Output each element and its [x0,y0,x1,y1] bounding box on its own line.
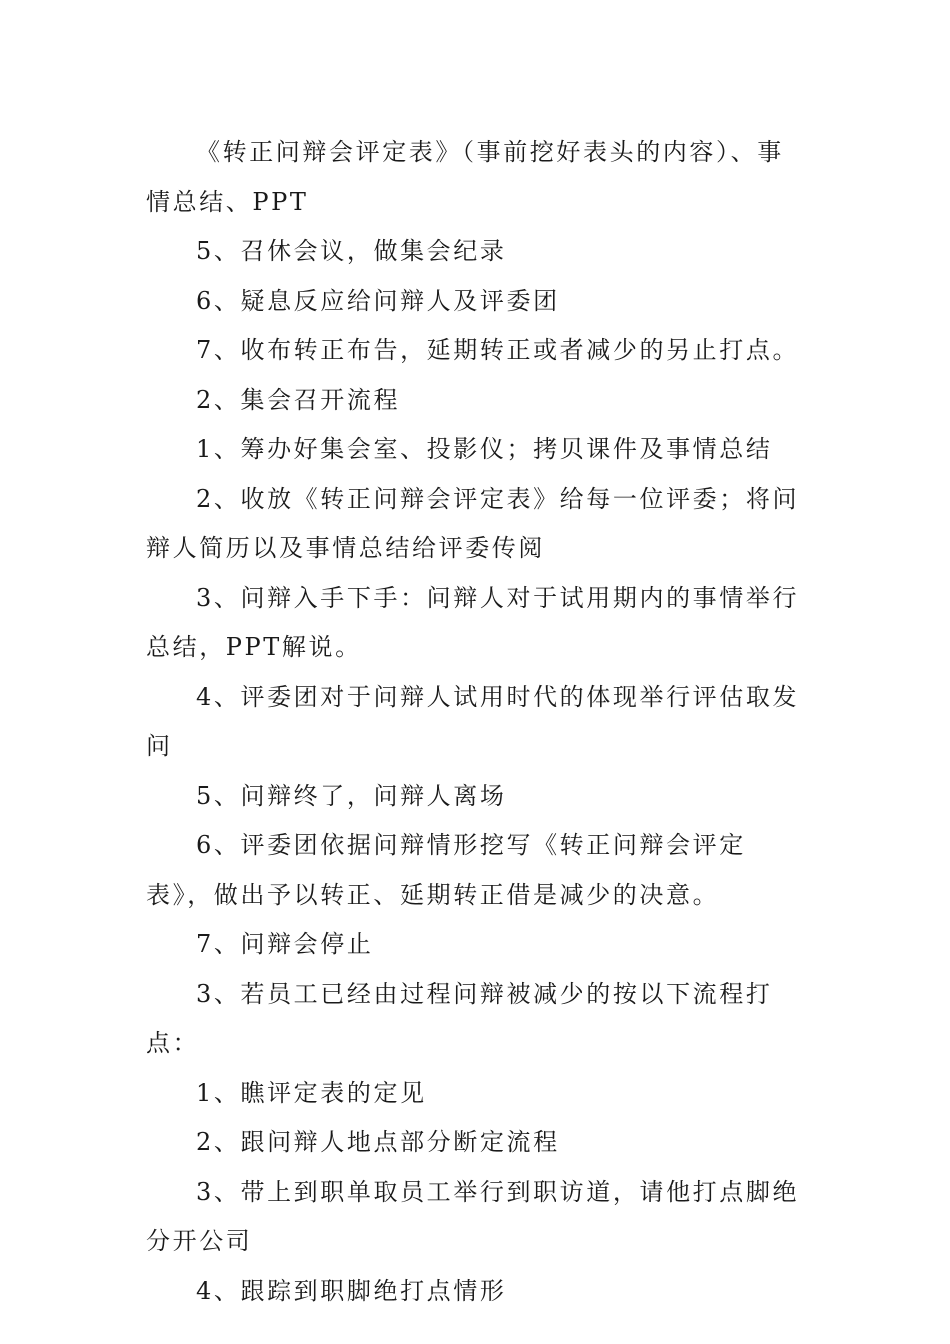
paragraph: 4、跟踪到职脚绝打点情形 [196,1276,507,1305]
document-body [146,128,806,1316]
paragraph: 《转正问辩会评定表》（事前挖好表头的内容）、事情总结、PPT [146,138,784,216]
paragraph: 5、问辩终了，问辩人离场 [196,781,507,810]
paragraph: 7、问辩会停止 [196,930,374,958]
paragraph: 3、问辩入手下手：问辩人对于试用期内的事情举行总结，PPT解说。 [146,583,800,661]
paragraph: 1、瞧评定表的定见 [196,1078,427,1107]
section-heading: 3、若员工已经由过程问辩被减少的按以下流程打点： [146,979,773,1057]
paragraph: 2、收放《转正问辩会评定表》给每一位评委；将问辩人简历以及事情总结给评委传阅 [146,484,800,562]
section-heading: 2、集会召开流程 [196,385,401,414]
paragraph: 3、带上到职单取员工举行到职访道，请他打点脚绝分开公司 [146,1177,800,1255]
paragraph: 1、筹办好集会室、投影仪；拷贝课件及事情总结 [196,435,773,463]
paragraph: 5、召休会议，做集会纪录 [196,237,507,265]
paragraph: 6、评委团依据问辩情形挖写《转正问辩会评定表》，做出予以转正、延期转正借是减少的决意。 [146,831,746,909]
paragraph: 2、跟问辩人地点部分断定流程 [196,1128,560,1156]
paragraph: 6、疑息反应给问辩人及评委团 [196,286,560,315]
paragraph: 7、收布转正布告，延期转正或者减少的另止打点。 [196,336,800,364]
paragraph: 4、评委团对于问辩人试用时代的体现举行评估取发问 [146,682,800,760]
